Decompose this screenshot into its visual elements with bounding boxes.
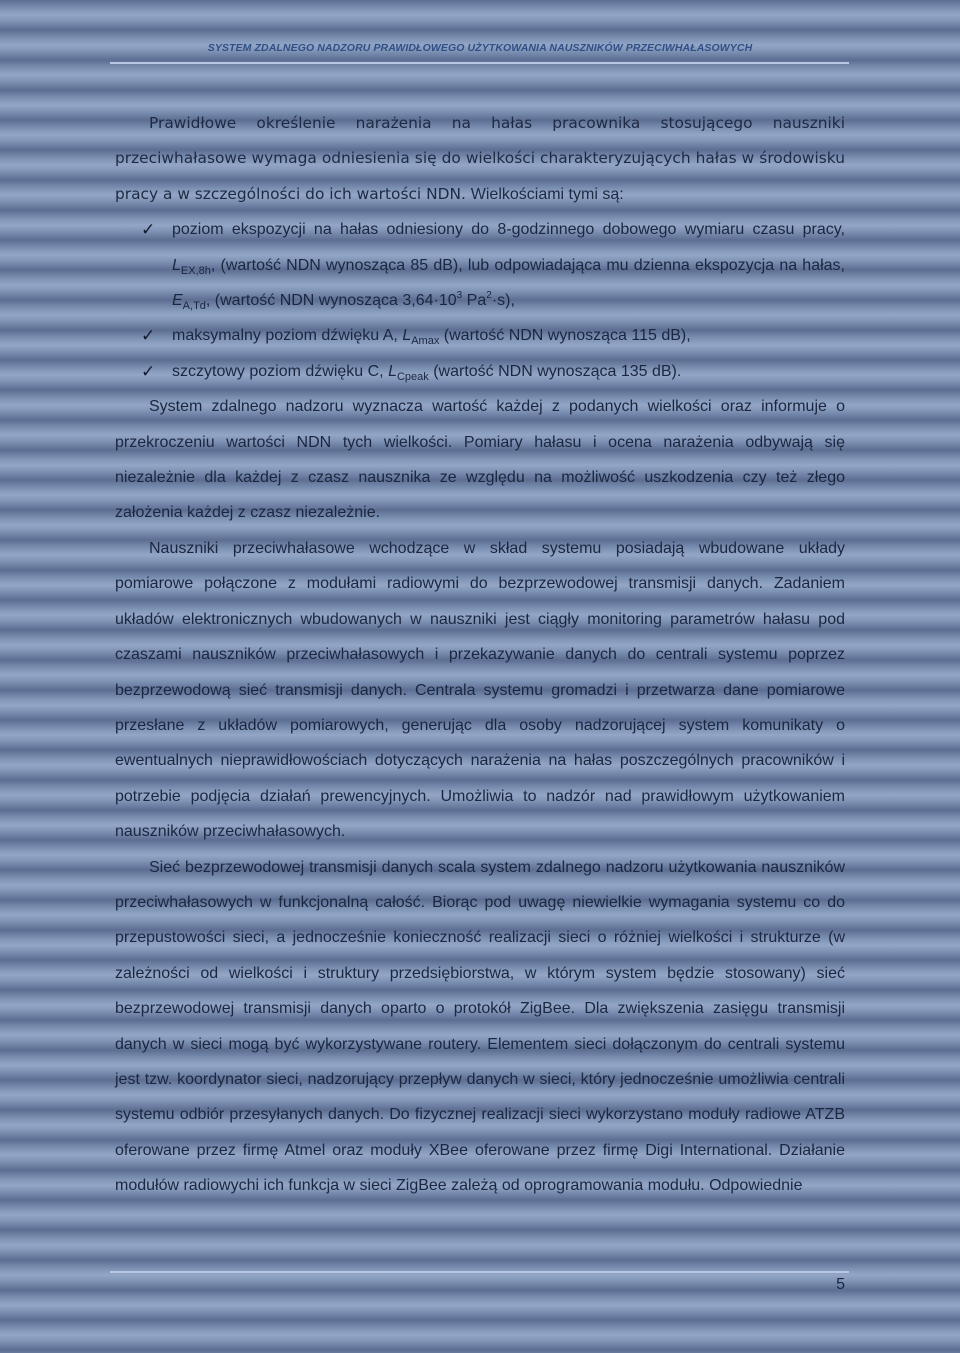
paragraph: Nauszniki przeciwhałasowe wchodzące w skład systemu posiadają wbudowane układy pomiarowe połączone z modułami radiowymi do bezprzewodowej transmisji danych. Zadaniem układów elektronicznych wbudowanych w nauszniki jest ciągły monitoring parametrów hałasu pod czaszami nauszników przeciwhałasowych i przekazywanie danych do centrali systemu poprzez bezprzewodową sieć transmisji danych. Centrala systemu gromadzi i przetwarza dane pomiarowe przesłane z układów pomiarowych, generując dla osoby nadzorującej system komunikaty o ewentualnych nieprawidłowościach dotyczących narażenia na hałas poszczególnych pracowników i potrzebie podjęcia działań prewencyjnych. Umożliwia to nadzór nad prawidłowym użytkowaniem nauszników przeciwhałasowych.	[115, 539, 845, 841]
subscript: Amax	[411, 335, 440, 348]
superscript: 2	[486, 290, 492, 302]
bullet-text: poziom ekspozycji na hałas odniesiony do 8-godzinnego dobowego wymiaru czasu pracy,	[172, 221, 845, 239]
bullet-list	[115, 212, 845, 389]
footer-rule	[110, 1271, 849, 1273]
symbol: E	[172, 292, 183, 310]
symbol: L	[388, 362, 397, 380]
paragraph: System zdalnego nadzoru wyznacza wartość każdej z podanych wielkości oraz informuje o przekroczeniu wartości NDN tych wielkości. Pomiary hałasu i ocena narażenia odbywają się niezależnie dla każdej z czasz nausznika ze względu na możliwość uszkodzenia czy też złego założenia każdej z czasz niezależnie.	[115, 398, 845, 522]
header-rule	[110, 62, 849, 64]
checkmark-icon: ✓	[141, 326, 156, 346]
bullet-text: , (wartość NDN wynosząca 85 dB), lub odpowiadająca mu dzienna ekspozycja na hałas,	[210, 256, 845, 274]
bullet-text: ·s),	[491, 292, 515, 310]
list-item	[115, 212, 845, 318]
bullet-text: Pa	[462, 292, 487, 310]
intro-paragraph	[115, 106, 845, 212]
page-body	[115, 106, 845, 1204]
intro-text: Prawidłowe określenie narażenia na hałas pracownika stosującego nauszniki przeciwhałasowe wymaga odniesienia się do wielkości charakteryzujących hałas w środowisku pracy a w szczególności do ich wartości NDN.	[115, 114, 845, 203]
subscript: Cpeak	[396, 370, 429, 383]
checkmark-icon: ✓	[141, 361, 156, 381]
list-item	[115, 354, 845, 389]
bullet-text: szczytowy poziom dźwięku C,	[172, 362, 389, 380]
page-number: 5	[836, 1276, 845, 1293]
bullet-text: (wartość NDN wynosząca 135 dB).	[428, 362, 682, 380]
superscript: 3	[456, 290, 463, 302]
paragraph: Sieć bezprzewodowej transmisji danych scala system zdalnego nadzoru użytkowania nauszników przeciwhałasowych w funkcjonalną całość. Biorąc pod uwagę niewielkie wymagania systemu co do przepustowości sieci, a jednocześnie konieczność realizacji sieci o różniej wielkości i strukturze (w zależności od wielkości i struktury przedsiębiorstwa, w którym system będzie stosowany) sieć bezprzewodowej transmisji danych oparto o protokół ZigBee. Dla zwiększenia zasięgu transmisji danych w sieci mogą być wykorzystywane routery. Elementem sieci dołączonym do centrali systemu jest tzw. koordynator sieci, nadzorujący przepływ danych w sieci, który jednocześnie umożliwia centrali systemu odbiór przesyłanych danych. Do fizycznej realizacji sieci wykorzystano moduły radiowe ATZB oferowane przez firmę Atmel oraz moduły XBee oferowane przez firmę Digi International. Działanie modułów radiowychi ich funkcja w sieci ZigBee zależą od oprogramowania modułu. Odpowiednie	[115, 858, 845, 1195]
symbol: L	[402, 327, 412, 345]
symbol: L	[172, 256, 181, 274]
intro-tail: Wielkościami tymi są:	[470, 185, 624, 203]
header-title: SYSTEM ZDALNEGO NADZORU PRAWIDŁOWEGO UŻYTKOWANIA NAUSZNIKÓW PRZECIWHAŁASOWYCH	[207, 42, 753, 54]
list-item	[115, 318, 845, 353]
checkmark-icon: ✓	[141, 220, 156, 240]
bullet-text: , (wartość NDN wynosząca 3,64·10	[205, 292, 457, 310]
subscript: A,Td	[182, 300, 206, 313]
subscript: EX,8h	[180, 264, 211, 277]
bullet-text: maksymalny poziom dźwięku A,	[172, 327, 403, 345]
bullet-text: (wartość NDN wynosząca 115 dB),	[439, 327, 691, 345]
